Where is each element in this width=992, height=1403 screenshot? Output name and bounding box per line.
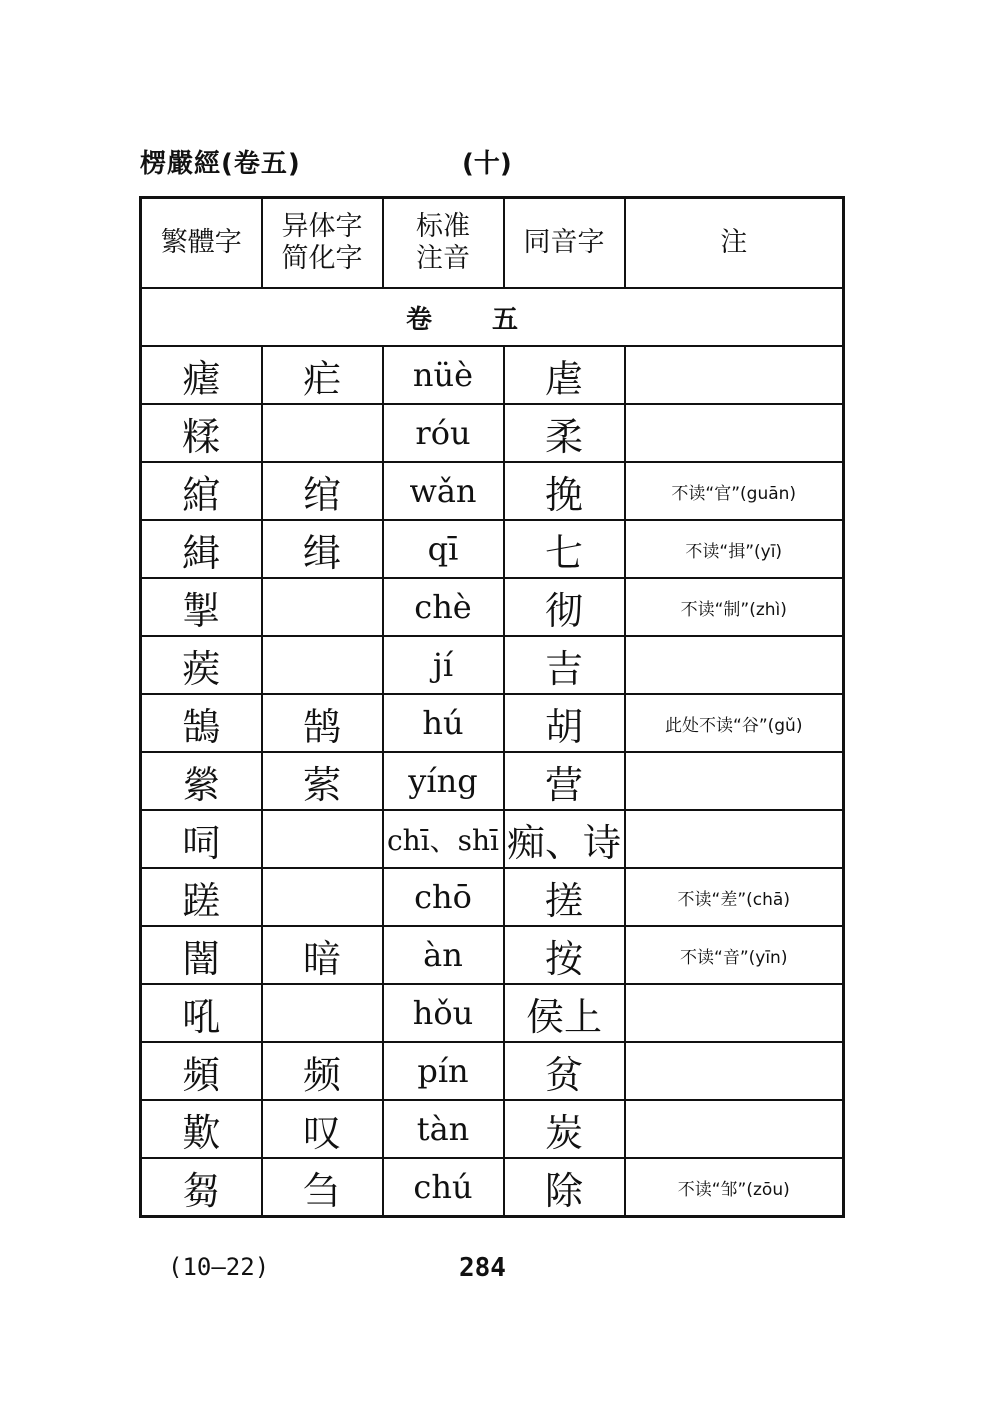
simplified-char-cell: 刍 (262, 1158, 383, 1217)
homophone-cell: 痴、诗 (504, 810, 625, 868)
page-section-number: (十) (462, 149, 512, 179)
page-title: 楞嚴經(卷五) (140, 149, 301, 179)
simplified-char-cell: 疟 (262, 346, 383, 404)
homophone-cell: 贫 (504, 1042, 625, 1100)
table-row (141, 520, 844, 578)
pinyin-cell: chè (383, 578, 504, 636)
note-cell (625, 636, 844, 694)
traditional-char-cell: 闇 (141, 926, 262, 984)
table-row (141, 752, 844, 810)
homophone-cell: 彻 (504, 578, 625, 636)
note-cell (625, 752, 844, 810)
simplified-char-cell: 鹄 (262, 694, 383, 752)
table-row (141, 1100, 844, 1158)
table-row (141, 346, 844, 404)
simplified-char-cell (262, 636, 383, 694)
note-cell (625, 1100, 844, 1158)
note-cell (625, 810, 844, 868)
document-code: (10—22) (168, 1253, 270, 1281)
traditional-char-cell: 糅 (141, 404, 262, 462)
traditional-char-cell: 掣 (141, 578, 262, 636)
pinyin-cell: hú (383, 694, 504, 752)
table-row (141, 868, 844, 926)
table-row (141, 404, 844, 462)
pinyin-cell: jí (383, 636, 504, 694)
section-row (141, 288, 844, 346)
simplified-char-cell (262, 984, 383, 1042)
note-cell: 不读“差”(chā) (625, 868, 844, 926)
header-note: 注 (625, 198, 844, 289)
homophone-cell: 虐 (504, 346, 625, 404)
traditional-char-cell: 蒺 (141, 636, 262, 694)
table-row (141, 462, 844, 520)
homophone-cell: 吉 (504, 636, 625, 694)
homophone-cell: 七 (504, 520, 625, 578)
simplified-char-cell (262, 810, 383, 868)
pinyin-cell: chú (383, 1158, 504, 1217)
header-row (141, 198, 844, 289)
note-cell: 不读“揖”(yī) (625, 520, 844, 578)
note-cell: 不读“邹”(zōu) (625, 1158, 844, 1217)
pinyin-cell: yíng (383, 752, 504, 810)
traditional-char-cell: 呞 (141, 810, 262, 868)
traditional-char-cell: 綰 (141, 462, 262, 520)
header-homophone: 同音字 (504, 198, 625, 289)
pinyin-cell: chī、shī (383, 810, 504, 868)
traditional-char-cell: 蹉 (141, 868, 262, 926)
simplified-char-cell (262, 404, 383, 462)
homophone-cell: 搓 (504, 868, 625, 926)
character-table (139, 196, 845, 1218)
pinyin-cell: wǎn (383, 462, 504, 520)
traditional-char-cell: 瘧 (141, 346, 262, 404)
traditional-char-cell: 頻 (141, 1042, 262, 1100)
pinyin-cell: chō (383, 868, 504, 926)
note-cell (625, 404, 844, 462)
homophone-cell: 柔 (504, 404, 625, 462)
note-cell: 此处不读“谷”(gǔ) (625, 694, 844, 752)
traditional-char-cell: 吼 (141, 984, 262, 1042)
simplified-char-cell: 萦 (262, 752, 383, 810)
simplified-char-cell: 暗 (262, 926, 383, 984)
simplified-char-cell: 叹 (262, 1100, 383, 1158)
table-row (141, 1158, 844, 1217)
homophone-cell: 挽 (504, 462, 625, 520)
simplified-char-cell: 缉 (262, 520, 383, 578)
pinyin-cell: róu (383, 404, 504, 462)
pinyin-cell: àn (383, 926, 504, 984)
note-cell: 不读“制”(zhì) (625, 578, 844, 636)
pinyin-cell: nüè (383, 346, 504, 404)
header-standard-pinyin: 标准 注音 (383, 198, 504, 289)
pinyin-cell: tàn (383, 1100, 504, 1158)
table-row (141, 984, 844, 1042)
homophone-cell: 除 (504, 1158, 625, 1217)
table-row (141, 1042, 844, 1100)
note-cell (625, 1042, 844, 1100)
simplified-char-cell (262, 578, 383, 636)
homophone-cell: 按 (504, 926, 625, 984)
homophone-cell: 营 (504, 752, 625, 810)
note-cell (625, 346, 844, 404)
table-row (141, 694, 844, 752)
section-label: 卷五 (141, 288, 844, 346)
traditional-char-cell: 歎 (141, 1100, 262, 1158)
page-number: 284 (459, 1253, 506, 1283)
note-cell (625, 984, 844, 1042)
traditional-char-cell: 鵠 (141, 694, 262, 752)
note-cell: 不读“音”(yīn) (625, 926, 844, 984)
table-row (141, 926, 844, 984)
pinyin-cell: hǒu (383, 984, 504, 1042)
pinyin-cell: pín (383, 1042, 504, 1100)
header-variant-simplified: 异体字 简化字 (262, 198, 383, 289)
pinyin-cell: qī (383, 520, 504, 578)
simplified-char-cell (262, 868, 383, 926)
table-row (141, 810, 844, 868)
traditional-char-cell: 芻 (141, 1158, 262, 1217)
traditional-char-cell: 縈 (141, 752, 262, 810)
table-row (141, 578, 844, 636)
homophone-cell: 侯上 (504, 984, 625, 1042)
header-traditional: 繁體字 (141, 198, 262, 289)
table-row (141, 636, 844, 694)
simplified-char-cell: 频 (262, 1042, 383, 1100)
traditional-char-cell: 緝 (141, 520, 262, 578)
note-cell: 不读“官”(guān) (625, 462, 844, 520)
homophone-cell: 炭 (504, 1100, 625, 1158)
homophone-cell: 胡 (504, 694, 625, 752)
simplified-char-cell: 绾 (262, 462, 383, 520)
